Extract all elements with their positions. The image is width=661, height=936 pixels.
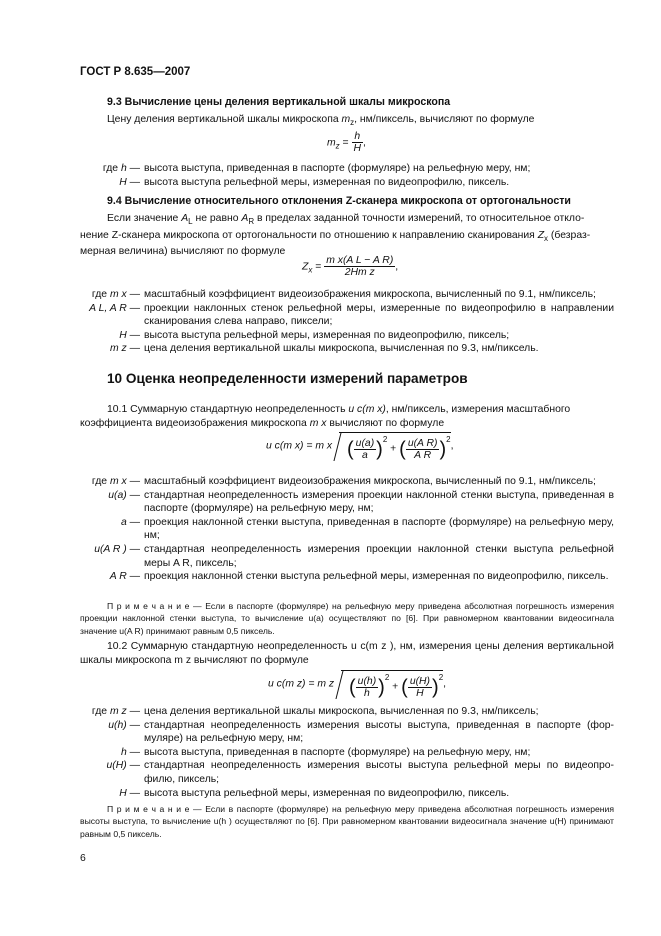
section-9-4-text: Если значение $A_L$ не равно $A_R$ в пределах заданной точности измерений, то относительное откло- нение Z-сканера микроскопа от ортогональности по отношению к направлению сканирования $Z_x$ (безраз- мерная величина) вычисляют по формуле (80, 213, 591, 258)
section-10-2-text: 10.2 Суммарную стандартную неопределенность u c(m z ), нм, измерения цены деления вертикальной шкалы микроскопа m z вычисляют по формуле (80, 641, 614, 666)
document-header: ГОСТ Р 8.635—2007 (80, 66, 191, 78)
formula-uc-mx: u c(m x) = m x ( $\frac{u(a)}{a}$ )$^2$ + ( $\frac{\text{u(A R)}}{\text{A R}}$ )$^2$, (266, 432, 453, 464)
formula-uc-mz: u c(m z) = m z ( $\frac{u(h)}{h}$ )$^2$ + ( $\frac{u(H)}{H}$ )$^2$, (268, 670, 446, 702)
note-1: П р и м е ч а н и е — Если в паспорте (формуляре) на рельефную меру приведена абсолютная погрешность измерения проекции наклонной стенки выступа, то вычисление u(a) осуществляют по [6]. При равномерном квантовании видеосигнала значение u(A R) принимают равным 0,5 пиксель. (80, 601, 614, 636)
section-9-4-title: 9.4 Вычисление относительного отклонения Z-сканера микроскопа от ортогональности (107, 195, 571, 207)
section-10-title: 10 Оценка неопределенности измерений параметров (107, 371, 468, 386)
formula-mz: $m_z$ = $\frac{h}{H}$ , (327, 131, 366, 154)
formula-zx: $Z_x$ = $\frac{\text{m x(A L − A R)}}{\text{2Hm z}}$ , (302, 255, 399, 278)
page-number: 6 (80, 853, 86, 864)
definitions-10-1: где m x — масштабный коэффициент видеоизображения микроскопа, вычисленный по 9.1, нм/пиксель; u(a) — стандартная неопределенность измерения проекции наклонной стенки выступа, приведенная в паспорте (формуляре) на рельефную меру, нм; a — проекция наклонной стенки выступа, приведенная в паспорте (формуляре) на рельефную меру, нм; u(A R ) — стандартная неопределенность измерения проекции наклонной стенки выступа рельефной меры A R, пиксель; A R — проекция наклонной стенки выступа рельефной меры, измеренная по видеопрофилю, пиксель. (91, 476, 614, 583)
definitions-9-3: где h — высота выступа, приведенная в паспорте (формуляре) на рельефную меру, нм; H — высота выступа рельефной меры, измеренная по видеопрофилю, пиксель. (102, 163, 531, 188)
section-9-3-title: 9.3 Вычисление цены деления вертикальной шкалы микроскопа (107, 96, 451, 108)
note-2: П р и м е ч а н и е — Если в паспорте (формуляре) на рельефную меру приведена абсолютная погрешность измерения высоты выступа, то вычисление u(h ) осуществляют по [6]. При равномерном квантовании видеосигнала значение u(H) принимают равным 0,5 пиксель. (80, 804, 614, 839)
section-10-1-text: 10.1 Суммарную стандартную неопределенность u c(m x), нм/пиксель, измерения масштабного коэффициента видеоизображения микроскопа m x вычисляют по формуле (80, 404, 571, 429)
definitions-9-4: где m x — масштабный коэффициент видеоизображения микроскопа, вычисленный по 9.1, нм/пиксель; A L, A R — проекции наклонных стенок рельефной меры, измеренные по видеопрофилю в направлении сканирования слева направо, пиксели; H — высота выступа рельефной меры, измеренная по видеопрофилю, пиксель; m z — цена деления вертикальной шкалы микроскопа, вычисленная по 9.3, нм/пиксель. (89, 289, 614, 355)
definitions-10-2: где m z — цена деления вертикальной шкалы микроскопа, вычисленная по 9.3, нм/пиксель; u(h) — стандартная неопределенность измерения высоты выступа, приведенная в паспорте (формуляре) на рельефную меру, нм; h — высота выступа, приведенная в паспорте (формуляре) на рельефную меру, нм; u(H) — стандартная неопределенность измерения высоты выступа рельефной меры по видеопрофилю, пиксель; H — высота выступа рельефной меры, измеренная по видеопрофилю, пиксель. (91, 706, 614, 799)
section-9-3-text: Цену деления вертикальной шкалы микроскопа $m_z$, нм/пиксель, вычисляют по формуле (107, 114, 535, 128)
